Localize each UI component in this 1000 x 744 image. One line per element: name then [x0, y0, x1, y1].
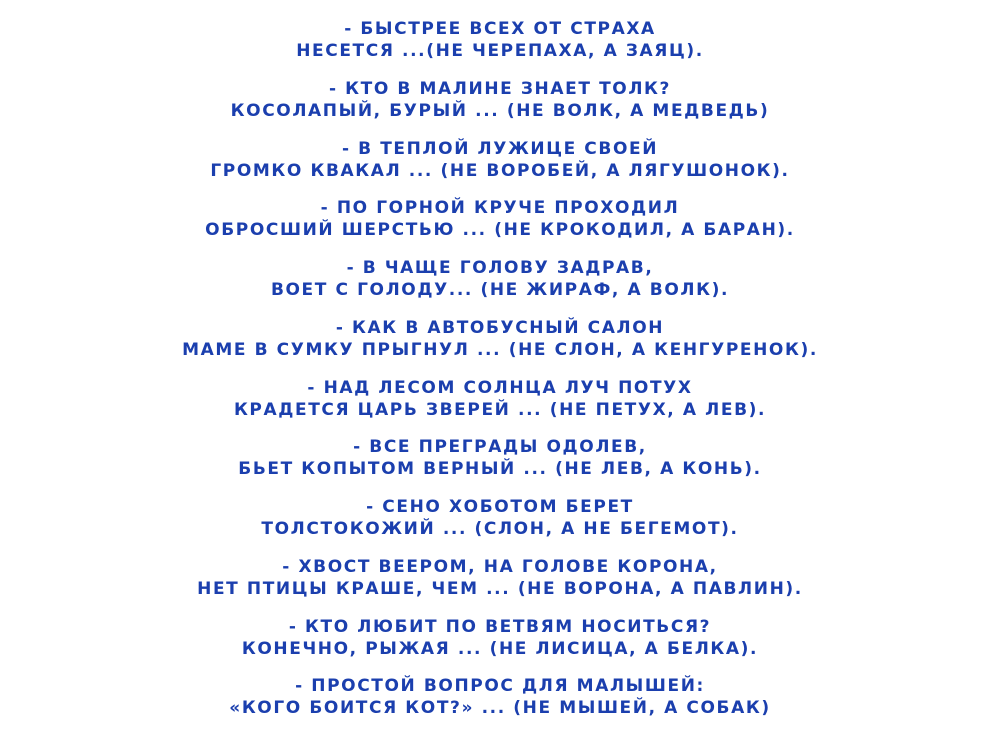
riddle-line: - ХВОСТ ВЕЕРОМ, НА ГОЛОВЕ КОРОНА, [282, 557, 718, 577]
riddle-line: - СЕНО ХОБОТОМ БЕРЕТ [366, 497, 634, 517]
riddle-stanza-5 [0, 257, 1000, 301]
riddle-stanza-6 [0, 317, 1000, 361]
riddle-stanza-4 [0, 197, 1000, 241]
riddle-stanza-1 [0, 18, 1000, 62]
riddle-line: МАМЕ В СУМКУ ПРЫГНУЛ ... (НЕ СЛОН, А КЕНГУРЕНОК). [182, 340, 818, 360]
riddle-line: КРАДЕТСЯ ЦАРЬ ЗВЕРЕЙ ... (НЕ ПЕТУХ, А ЛЕВ). [233, 400, 767, 420]
riddle-line: ТОЛСТОКОЖИЙ ... (СЛОН, А НЕ БЕГЕМОТ). [261, 519, 739, 539]
riddle-line: - КТО ЛЮБИТ ПО ВЕТВЯМ НОСИТЬСЯ? [288, 617, 712, 637]
riddle-line: ОБРОСШИЙ ШЕРСТЬЮ ... (НЕ КРОКОДИЛ, А БАРАН). [205, 220, 795, 240]
riddle-line: - НАД ЛЕСОМ СОЛНЦА ЛУЧ ПОТУХ [307, 378, 693, 398]
riddle-stanza-3 [0, 138, 1000, 182]
riddle-line: - КАК В АВТОБУСНЫЙ САЛОН [335, 318, 665, 338]
riddle-stanza-2 [0, 78, 1000, 122]
riddle-stanza-7 [0, 377, 1000, 421]
riddle-stanza-9 [0, 496, 1000, 540]
riddle-line: - В ЧАЩЕ ГОЛОВУ ЗАДРАВ, [346, 258, 654, 278]
riddle-line: КОНЕЧНО, РЫЖАЯ ... (НЕ ЛИСИЦА, А БЕЛКА). [241, 639, 759, 659]
riddle-line: НЕТ ПТИЦЫ КРАШЕ, ЧЕМ ... (НЕ ВОРОНА, А ПАВЛИН). [197, 579, 803, 599]
riddle-stanza-8 [0, 436, 1000, 480]
riddle-line: - БЫСТРЕЕ ВСЕХ ОТ СТРАХА [344, 19, 656, 39]
riddle-line: - КТО В МАЛИНЕ ЗНАЕТ ТОЛК? [328, 79, 671, 99]
riddle-stanza-12 [0, 675, 1000, 719]
riddle-line: «КОГО БОИТСЯ КОТ?» ... (НЕ МЫШЕЙ, А СОБАК) [229, 698, 771, 718]
riddle-line: - ПО ГОРНОЙ КРУЧЕ ПРОХОДИЛ [320, 198, 680, 218]
riddle-line: БЬЕТ КОПЫТОМ ВЕРНЫЙ ... (НЕ ЛЕВ, А КОНЬ). [238, 459, 762, 479]
riddle-stanza-11 [0, 616, 1000, 660]
riddle-line: ГРОМКО КВАКАЛ ... (НЕ ВОРОБЕЙ, А ЛЯГУШОНОК). [210, 161, 790, 181]
riddle-line: - ВСЕ ПРЕГРАДЫ ОДОЛЕВ, [353, 437, 647, 457]
riddle-line: КОСОЛАПЫЙ, БУРЫЙ ... (НЕ ВОЛК, А МЕДВЕДЬ) [230, 101, 770, 121]
riddle-line: НЕСЕТСЯ ...(НЕ ЧЕРЕПАХА, А ЗАЯЦ). [296, 41, 704, 61]
riddle-line: - В ТЕПЛОЙ ЛУЖИЦЕ СВОЕЙ [341, 139, 659, 159]
riddle-line: ВОЕТ С ГОЛОДУ... (НЕ ЖИРАФ, А ВОЛК). [270, 280, 730, 300]
riddle-line: - ПРОСТОЙ ВОПРОС ДЛЯ МАЛЫШЕЙ: [295, 676, 705, 696]
riddle-stanza-10 [0, 556, 1000, 600]
